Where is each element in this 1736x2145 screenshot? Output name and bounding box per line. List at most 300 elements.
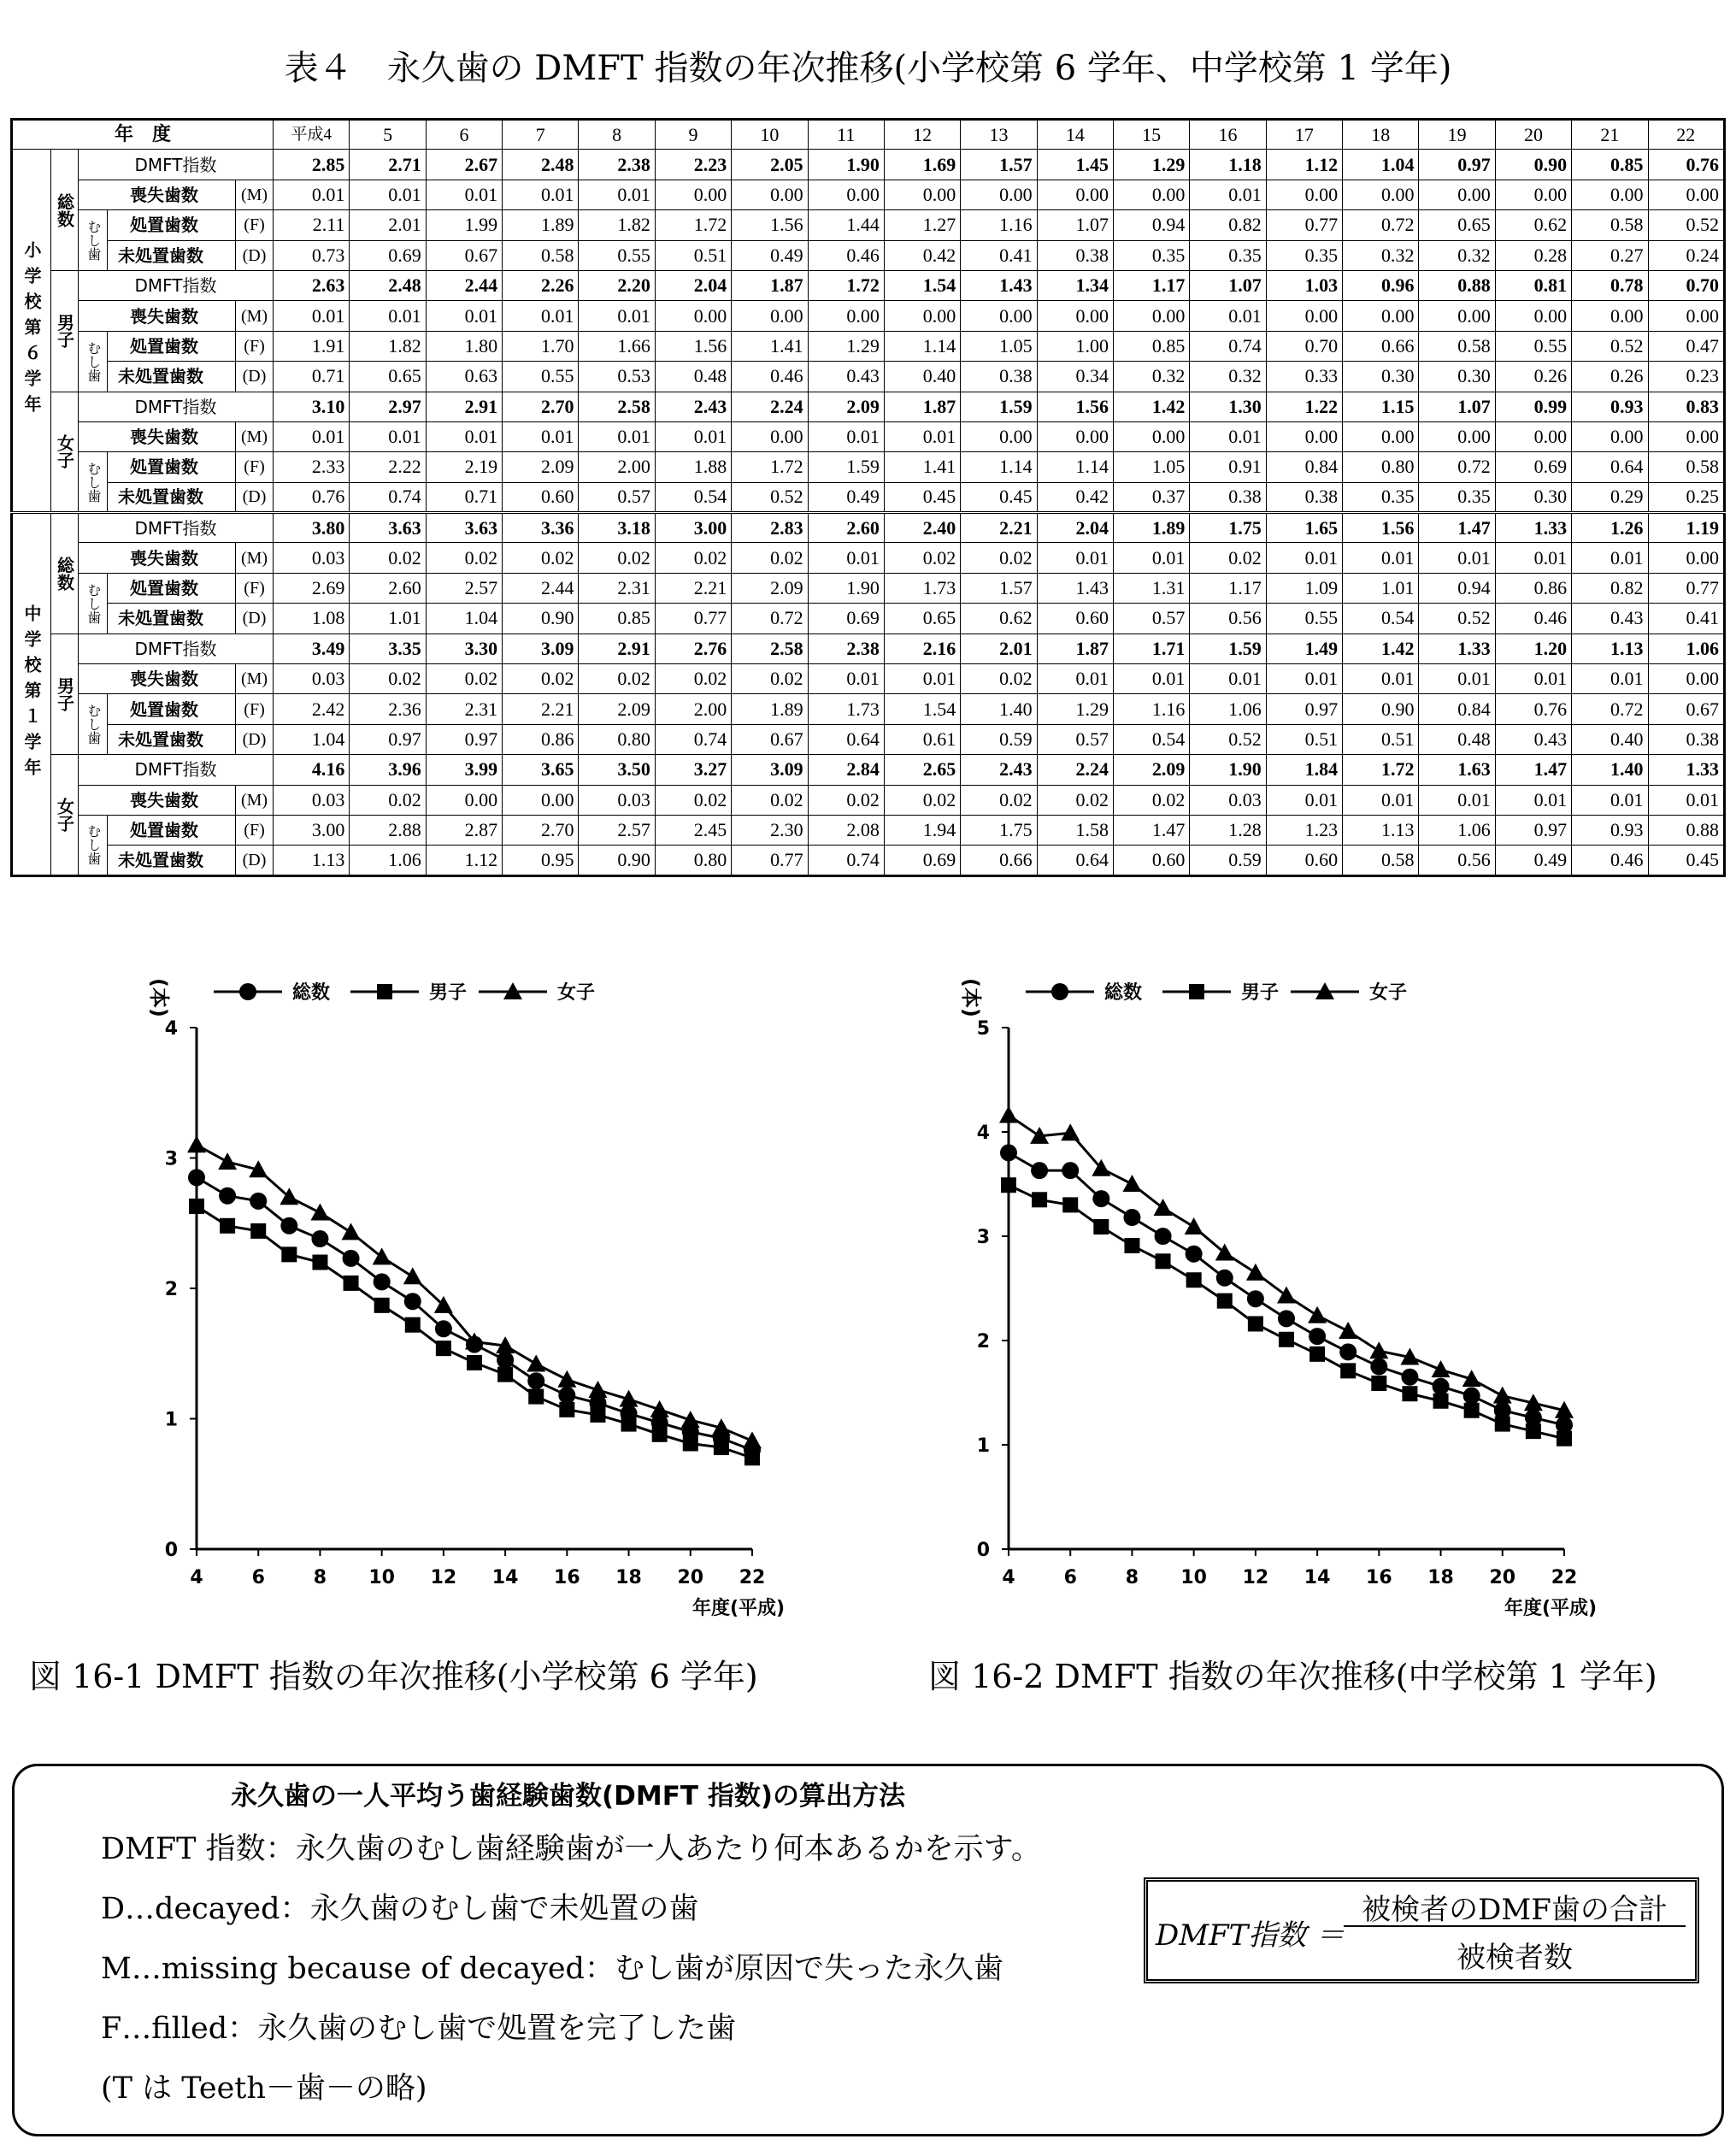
value-cell: 0.52	[1190, 724, 1266, 754]
value-cell: 0.00	[732, 301, 808, 331]
value-cell: 0.01	[1343, 543, 1419, 573]
data-point	[1154, 1199, 1173, 1216]
data-point	[344, 1276, 359, 1291]
row-code: (D)	[236, 362, 274, 392]
data-point	[497, 1367, 513, 1382]
row-code: (M)	[236, 664, 274, 694]
value-cell: 3.96	[350, 755, 426, 785]
value-cell: 0.00	[1495, 301, 1571, 331]
data-point	[497, 1352, 514, 1369]
value-cell: 0.48	[1419, 724, 1495, 754]
value-cell: 3.00	[274, 815, 350, 845]
y-tick-label: 1	[976, 1435, 990, 1457]
value-cell: 1.07	[1190, 270, 1266, 300]
table-row	[12, 331, 1725, 361]
row-label: DMFT指数	[79, 392, 274, 421]
x-tick-label: 12	[430, 1567, 457, 1588]
data-point	[1062, 1197, 1078, 1212]
value-cell: 0.00	[1266, 180, 1342, 209]
value-cell: 0.01	[1572, 785, 1648, 815]
value-cell: 2.09	[579, 694, 655, 724]
y-tick-label: 3	[164, 1148, 178, 1170]
value-cell: 1.05	[1114, 452, 1190, 482]
data-point	[310, 1204, 329, 1221]
value-cell: 0.01	[1419, 664, 1495, 694]
value-cell: 3.50	[579, 755, 655, 785]
value-cell: 0.32	[1190, 362, 1266, 392]
value-cell: 0.01	[503, 301, 579, 331]
value-cell: 2.30	[732, 815, 808, 845]
value-cell: 0.43	[808, 362, 884, 392]
value-cell: 1.44	[808, 210, 884, 240]
value-cell: 1.12	[1266, 150, 1342, 180]
data-point	[1433, 1394, 1449, 1409]
value-cell: 0.76	[1495, 694, 1571, 724]
value-cell: 3.65	[503, 755, 579, 785]
value-cell: 0.30	[1419, 362, 1495, 392]
value-cell: 1.29	[1114, 150, 1190, 180]
value-cell: 2.23	[655, 150, 731, 180]
value-cell: 1.03	[1266, 270, 1342, 300]
value-cell: 0.02	[732, 785, 808, 815]
value-cell: 0.40	[884, 362, 960, 392]
value-cell: 0.60	[1114, 846, 1190, 875]
data-point	[1402, 1386, 1417, 1401]
gender-label: 総数	[51, 513, 79, 634]
value-cell: 3.80	[274, 513, 350, 543]
data-point	[1216, 1270, 1233, 1287]
table-row	[12, 421, 1725, 451]
school-label: 中学校第１学年	[12, 513, 51, 876]
data-point	[188, 1169, 205, 1186]
row-code: (F)	[236, 694, 274, 724]
value-cell: 0.01	[1114, 664, 1190, 694]
data-point	[999, 1105, 1018, 1123]
data-point	[1186, 1246, 1203, 1263]
value-cell: 0.90	[503, 604, 579, 633]
value-cell: 0.78	[1572, 270, 1648, 300]
data-point	[1123, 1209, 1140, 1226]
value-cell: 0.00	[1648, 180, 1724, 209]
table-row	[12, 513, 1725, 543]
value-cell: 0.66	[961, 846, 1037, 875]
value-cell: 2.24	[1037, 755, 1113, 785]
value-cell: 2.65	[884, 755, 960, 785]
value-cell: 0.35	[1419, 482, 1495, 512]
year-cell: 16	[1190, 120, 1266, 150]
value-cell: 0.00	[1114, 180, 1190, 209]
value-cell: 2.44	[503, 573, 579, 603]
data-point	[281, 1246, 297, 1262]
row-code: (F)	[236, 331, 274, 361]
value-cell: 0.90	[579, 846, 655, 875]
value-cell: 0.01	[884, 664, 960, 694]
value-cell: 3.00	[655, 513, 731, 543]
table-row	[12, 724, 1725, 754]
value-cell: 1.90	[1190, 755, 1266, 785]
value-cell: 3.09	[732, 755, 808, 785]
table-row	[12, 664, 1725, 694]
chart-junior-high	[923, 966, 1607, 1633]
row-label: 喪失歯数	[79, 785, 236, 815]
value-cell: 0.97	[426, 724, 502, 754]
value-cell: 1.01	[1343, 573, 1419, 603]
value-cell: 0.02	[961, 543, 1037, 573]
y-tick-label: 2	[976, 1331, 990, 1352]
data-point	[590, 1407, 605, 1423]
value-cell: 2.91	[426, 392, 502, 421]
value-cell: 0.91	[1190, 452, 1266, 482]
value-cell: 0.52	[1648, 210, 1724, 240]
legend-marker	[1189, 984, 1204, 999]
value-cell: 1.80	[426, 331, 502, 361]
value-cell: 0.01	[1648, 785, 1724, 815]
value-cell: 1.87	[884, 392, 960, 421]
value-cell: 3.63	[426, 513, 502, 543]
value-cell: 0.02	[961, 664, 1037, 694]
value-cell: 2.45	[655, 815, 731, 845]
value-cell: 1.63	[1419, 755, 1495, 785]
year-cell: 11	[808, 120, 884, 150]
value-cell: 2.31	[426, 694, 502, 724]
y-axis-label: (本)	[959, 978, 983, 1017]
data-point	[1000, 1144, 1017, 1161]
value-cell: 2.44	[426, 270, 502, 300]
value-cell: 0.01	[426, 301, 502, 331]
value-cell: 1.72	[655, 210, 731, 240]
y-tick-label: 0	[976, 1540, 990, 1561]
value-cell: 0.55	[503, 362, 579, 392]
row-label: 処置歯数	[108, 815, 236, 845]
value-cell: 0.00	[1266, 421, 1342, 451]
value-cell: 0.84	[1266, 452, 1342, 482]
x-tick-label: 10	[368, 1567, 395, 1588]
value-cell: 1.18	[1190, 150, 1266, 180]
value-cell: 0.00	[1419, 301, 1495, 331]
value-cell: 1.42	[1114, 392, 1190, 421]
value-cell: 0.60	[1037, 604, 1113, 633]
value-cell: 3.49	[274, 633, 350, 663]
value-cell: 3.10	[274, 392, 350, 421]
value-cell: 1.26	[1572, 513, 1648, 543]
value-cell: 1.89	[1114, 513, 1190, 543]
row-label: DMFT指数	[79, 513, 274, 543]
value-cell: 1.73	[884, 573, 960, 603]
year-cell: 5	[350, 120, 426, 150]
value-cell: 0.51	[1266, 724, 1342, 754]
value-cell: 3.27	[655, 755, 731, 785]
row-label: 喪失歯数	[79, 664, 236, 694]
value-cell: 0.57	[579, 482, 655, 512]
value-cell: 1.54	[884, 270, 960, 300]
data-point	[311, 1230, 328, 1247]
value-cell: 1.56	[655, 331, 731, 361]
value-cell: 0.01	[808, 421, 884, 451]
table-row	[12, 633, 1725, 663]
value-cell: 0.35	[1190, 240, 1266, 270]
value-cell: 0.74	[655, 724, 731, 754]
value-cell: 1.72	[808, 270, 884, 300]
value-cell: 1.08	[274, 604, 350, 633]
value-cell: 0.02	[503, 664, 579, 694]
value-cell: 2.88	[350, 815, 426, 845]
value-cell: 1.14	[884, 331, 960, 361]
data-point	[189, 1199, 204, 1214]
value-cell: 0.26	[1495, 362, 1571, 392]
value-cell: 0.85	[1114, 331, 1190, 361]
value-cell: 0.00	[503, 785, 579, 815]
formula-line-f: F…filled：永久歯のむし歯で処置を完了した歯	[101, 2012, 737, 2046]
value-cell: 0.01	[808, 664, 884, 694]
value-cell: 1.99	[426, 210, 502, 240]
value-cell: 1.65	[1266, 513, 1342, 543]
value-cell: 0.40	[1572, 724, 1648, 754]
year-cell: 20	[1495, 120, 1571, 150]
data-point	[1433, 1378, 1450, 1395]
formula-line-dmft: DMFT 指数：永久歯のむし歯経験歯が一人あたり何本あるかを示す。	[101, 1832, 1041, 1866]
value-cell: 1.47	[1495, 755, 1571, 785]
value-cell: 1.17	[1190, 573, 1266, 603]
row-code: (D)	[236, 846, 274, 875]
row-label: 未処置歯数	[108, 362, 236, 392]
value-cell: 1.56	[1037, 392, 1113, 421]
value-cell: 0.01	[1266, 785, 1342, 815]
legend-label: 総数	[292, 982, 331, 1004]
value-cell: 0.43	[1495, 724, 1571, 754]
data-point	[1185, 1217, 1203, 1235]
data-point	[343, 1250, 360, 1267]
row-code: (M)	[236, 785, 274, 815]
value-cell: 1.06	[1419, 815, 1495, 845]
gender-label: 総数	[51, 150, 79, 271]
value-cell: 1.14	[1037, 452, 1113, 482]
value-cell: 1.04	[1343, 150, 1419, 180]
year-cell: 13	[961, 120, 1037, 150]
value-cell: 0.32	[1419, 240, 1495, 270]
x-tick-label: 18	[1427, 1567, 1454, 1588]
series-line-女子	[197, 1145, 752, 1441]
value-cell: 0.02	[655, 543, 731, 573]
year-cell: 17	[1266, 120, 1342, 150]
value-cell: 0.69	[808, 604, 884, 633]
value-cell: 1.19	[1648, 513, 1724, 543]
value-cell: 0.58	[1648, 452, 1724, 482]
row-code: (M)	[236, 543, 274, 573]
value-cell: 0.56	[1419, 846, 1495, 875]
year-cell: 15	[1114, 120, 1190, 150]
value-cell: 0.00	[732, 421, 808, 451]
value-cell: 0.38	[961, 362, 1037, 392]
value-cell: 0.82	[1190, 210, 1266, 240]
value-cell: 0.01	[579, 301, 655, 331]
value-cell: 3.36	[503, 513, 579, 543]
year-cell: 6	[426, 120, 502, 150]
value-cell: 0.46	[1572, 846, 1648, 875]
value-cell: 0.88	[1648, 815, 1724, 845]
value-cell: 1.91	[274, 331, 350, 361]
value-cell: 1.75	[1190, 513, 1266, 543]
value-cell: 2.09	[1114, 755, 1190, 785]
gender-label: 男子	[51, 633, 79, 755]
value-cell: 2.09	[808, 392, 884, 421]
data-point	[1308, 1306, 1327, 1323]
value-cell: 2.58	[732, 633, 808, 663]
value-cell: 0.00	[1037, 421, 1113, 451]
value-cell: 0.01	[350, 301, 426, 331]
data-point	[1217, 1293, 1233, 1309]
y-tick-label: 5	[976, 1018, 990, 1040]
value-cell: 0.54	[655, 482, 731, 512]
value-cell: 1.16	[1114, 694, 1190, 724]
value-cell: 0.38	[1266, 482, 1342, 512]
row-label: 処置歯数	[108, 694, 236, 724]
data-point	[1369, 1341, 1388, 1358]
value-cell: 1.06	[1190, 694, 1266, 724]
dmft-table	[10, 118, 1726, 877]
table-row	[12, 210, 1725, 240]
value-cell: 1.42	[1343, 633, 1419, 663]
value-cell: 0.46	[1495, 604, 1571, 633]
value-cell: 0.65	[1419, 210, 1495, 240]
value-cell: 2.60	[808, 513, 884, 543]
value-cell: 1.29	[808, 331, 884, 361]
x-tick-label: 22	[739, 1567, 766, 1588]
value-cell: 1.15	[1343, 392, 1419, 421]
mushi-label: むし歯	[79, 694, 108, 755]
value-cell: 2.57	[426, 573, 502, 603]
value-cell: 0.38	[1190, 482, 1266, 512]
formula-title: 永久歯の一人平均う歯経験歯数(DMFT 指数)の算出方法	[231, 1781, 906, 1812]
data-point	[1278, 1310, 1295, 1327]
value-cell: 2.31	[579, 573, 655, 603]
value-cell: 0.49	[732, 240, 808, 270]
table-row	[12, 815, 1725, 845]
mushi-label: むし歯	[79, 331, 108, 392]
value-cell: 0.48	[655, 362, 731, 392]
value-cell: 0.00	[1495, 180, 1571, 209]
row-label: 未処置歯数	[108, 240, 236, 270]
value-cell: 2.24	[732, 392, 808, 421]
row-code: (D)	[236, 724, 274, 754]
value-cell: 0.84	[1419, 694, 1495, 724]
value-cell: 1.57	[961, 150, 1037, 180]
value-cell: 0.80	[1343, 452, 1419, 482]
value-cell: 2.26	[503, 270, 579, 300]
data-point	[219, 1187, 236, 1205]
data-point	[1463, 1388, 1480, 1405]
value-cell: 2.83	[732, 513, 808, 543]
value-cell: 1.71	[1114, 633, 1190, 663]
value-cell: 0.57	[1037, 724, 1113, 754]
row-label: 処置歯数	[108, 331, 236, 361]
x-tick-label: 20	[677, 1567, 704, 1588]
data-point	[435, 1320, 452, 1337]
series-line-総数	[197, 1177, 752, 1450]
value-cell: 0.69	[1495, 452, 1571, 482]
value-cell: 1.27	[884, 210, 960, 240]
table-row	[12, 573, 1725, 603]
x-tick-label: 14	[491, 1567, 519, 1588]
row-label: DMFT指数	[79, 633, 274, 663]
y-tick-label: 4	[976, 1123, 990, 1144]
year-cell: 7	[503, 120, 579, 150]
value-cell: 0.33	[1266, 362, 1342, 392]
x-tick-label: 16	[1366, 1567, 1392, 1588]
value-cell: 0.00	[1037, 301, 1113, 331]
data-point	[280, 1217, 297, 1235]
x-tick-label: 4	[190, 1567, 203, 1588]
value-cell: 0.02	[350, 785, 426, 815]
value-cell: 2.48	[350, 270, 426, 300]
value-cell: 0.70	[1648, 270, 1724, 300]
data-point	[1062, 1162, 1079, 1179]
data-point	[1340, 1363, 1356, 1378]
value-cell: 2.71	[350, 150, 426, 180]
data-point	[1339, 1322, 1357, 1339]
value-cell: 0.55	[1266, 604, 1342, 633]
value-cell: 0.57	[1114, 604, 1190, 633]
value-cell: 2.11	[274, 210, 350, 240]
value-cell: 1.04	[426, 604, 502, 633]
y-tick-label: 3	[976, 1227, 990, 1248]
value-cell: 0.46	[732, 362, 808, 392]
value-cell: 0.01	[1495, 785, 1571, 815]
value-cell: 0.60	[1266, 846, 1342, 875]
value-cell: 0.54	[1114, 724, 1190, 754]
value-cell: 2.08	[808, 815, 884, 845]
value-cell: 2.09	[503, 452, 579, 482]
value-cell: 0.02	[1114, 785, 1190, 815]
value-cell: 0.00	[1648, 421, 1724, 451]
table-row	[12, 694, 1725, 724]
table-header-row	[12, 120, 1725, 150]
chart-elementary	[111, 966, 795, 1633]
row-label: 処置歯数	[108, 452, 236, 482]
value-cell: 1.47	[1114, 815, 1190, 845]
row-code: (F)	[236, 573, 274, 603]
value-cell: 0.47	[1648, 331, 1724, 361]
gender-label: 女子	[51, 392, 79, 513]
value-cell: 0.01	[1495, 664, 1571, 694]
value-cell: 3.30	[426, 633, 502, 663]
value-cell: 2.69	[274, 573, 350, 603]
value-cell: 0.01	[1037, 543, 1113, 573]
value-cell: 0.01	[655, 421, 731, 451]
value-cell: 0.80	[655, 846, 731, 875]
value-cell: 0.96	[1343, 270, 1419, 300]
value-cell: 2.85	[274, 150, 350, 180]
value-cell: 0.42	[884, 240, 960, 270]
x-tick-label: 14	[1303, 1567, 1331, 1588]
chart-elementary-caption: 図 16-1 DMFT 指数の年次推移(小学校第 6 学年)	[29, 1658, 758, 1695]
value-cell: 0.30	[1495, 482, 1571, 512]
value-cell: 0.00	[655, 180, 731, 209]
data-point	[374, 1298, 390, 1313]
row-code: (F)	[236, 815, 274, 845]
equation-denominator: 被検者数	[1456, 1941, 1573, 1975]
value-cell: 0.00	[655, 301, 731, 331]
value-cell: 0.63	[426, 362, 502, 392]
value-cell: 0.02	[732, 664, 808, 694]
value-cell: 2.70	[503, 815, 579, 845]
row-label: 処置歯数	[108, 573, 236, 603]
value-cell: 0.90	[1343, 694, 1419, 724]
value-cell: 1.06	[1648, 633, 1724, 663]
value-cell: 0.01	[1343, 785, 1419, 815]
value-cell: 0.51	[655, 240, 731, 270]
value-cell: 1.41	[732, 331, 808, 361]
value-cell: 0.71	[274, 362, 350, 392]
